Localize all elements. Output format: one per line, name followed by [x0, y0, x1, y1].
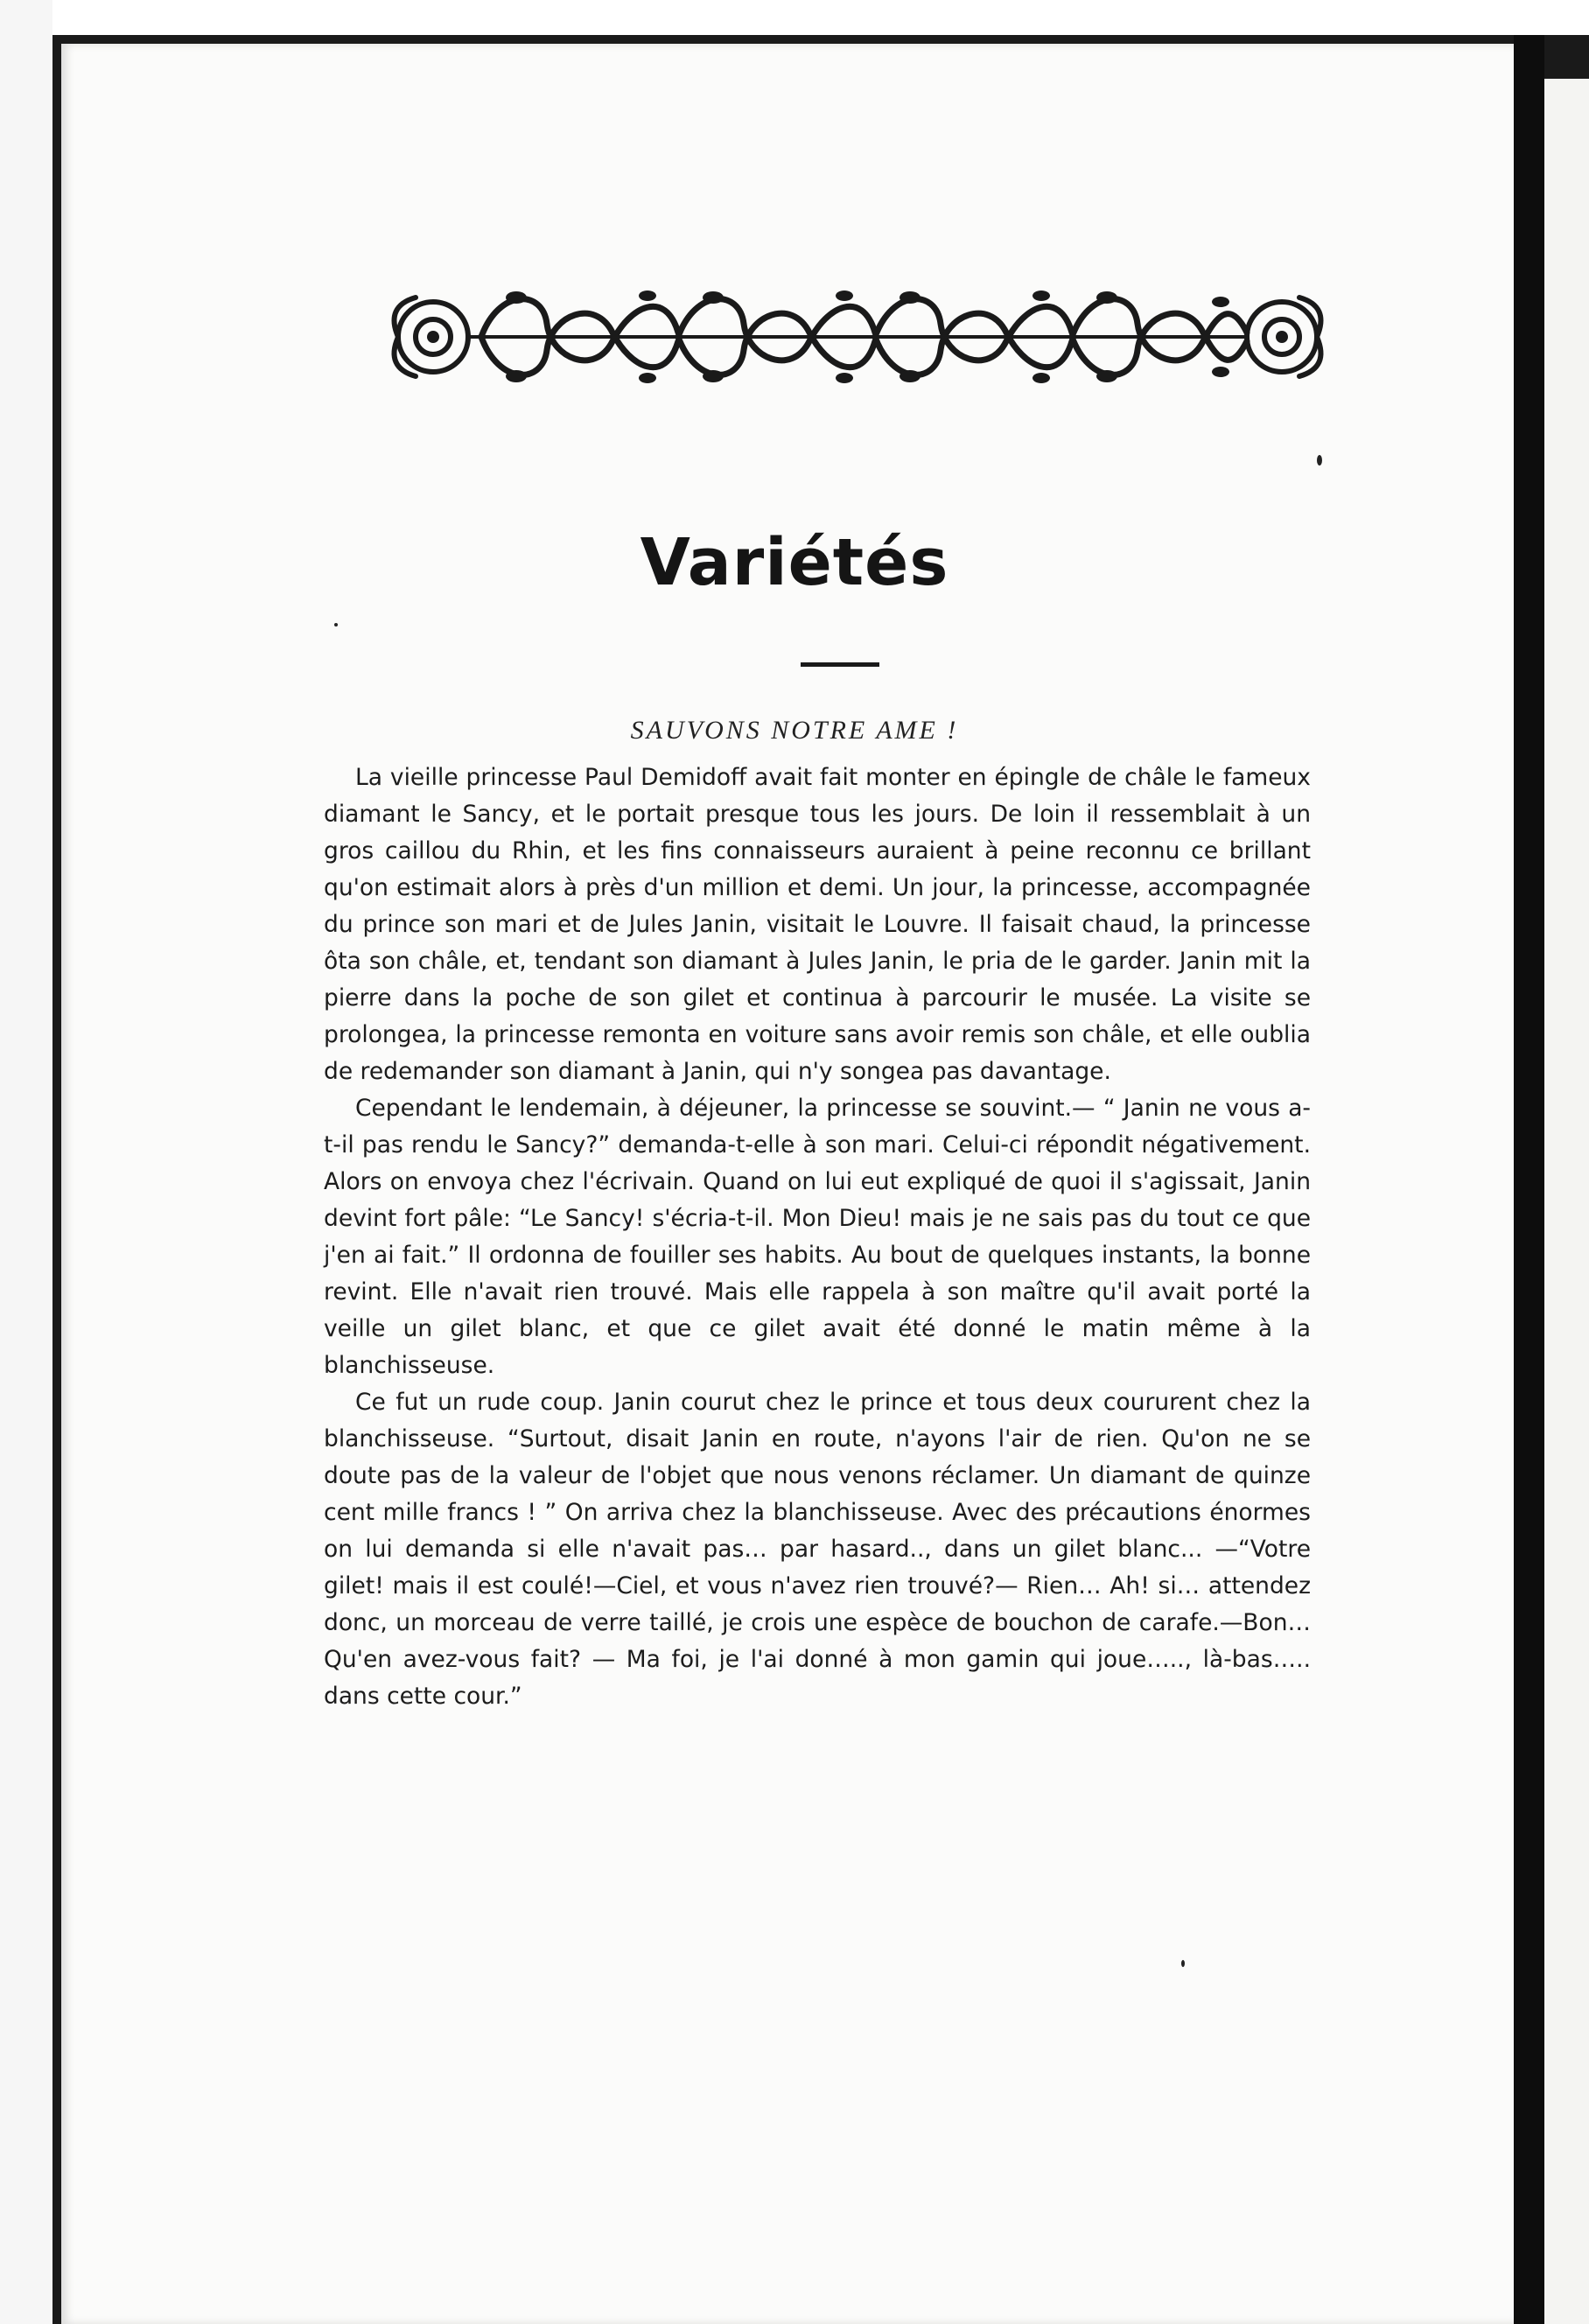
next-page-edge [1544, 79, 1589, 2324]
paragraph-3: Ce fut un rude coup. Janin courut chez le prince et tous deux coururent chez la blanchisseuse. “Surtout, disait Janin en route, n'ayons l'air de rien. Qu'on ne se doute pas de la valeur de l'objet que nous venons réclamer. Un diamant de quinze cent mille francs ! ” On arriva chez la blanchisseuse. Avec des précautions énormes on lui demanda si elle n'avait pas… par hasard.., dans un gilet blanc... —“Votre gilet! mais il est coulé!—Ciel, et vous n'avez rien trouvé?— Rien… Ah! si… attendez donc, un morceau de verre taillé, je crois une espèce de bouchon de carafe.—Bon… Qu'en avez-vous fait? — Ma foi, je l'ai donné à mon gamin qui joue….., là-bas….. dans cette cour.” [324, 1389, 1311, 1710]
page-title: Variétés [640, 525, 949, 600]
scan-speck [1317, 455, 1322, 466]
article-body [324, 760, 1311, 1715]
article-heading: SAUVONS NOTRE AME ! [630, 716, 959, 745]
title-divider [801, 662, 879, 667]
paragraph-2: Cependant le lendemain, à déjeuner, la princesse se souvint.— “ Janin ne vous a-t-il pas rendu le Sancy?” demanda-t-elle à son mari. Celui-ci répondit négativement. Alors on envoya chez l'écrivain. Quand on lui eut expliqué de quoi il s'agissait, Janin devint fort pâle: “Le Sancy! s'écria-t-il. Mon Dieu! mais je ne sais pas du tout ce que j'en ai fait.” Il ordonna de fouiller ses habits. Au bout de quelques instants, la bonne revint. Elle n'avait rien trouvé. Mais elle rappela à son maître qu'il avait porté la veille un gilet blanc, et que ce gilet avait été donné le matin même à la blanchisseuse. [324, 1095, 1311, 1379]
scan-speck [1181, 1960, 1185, 1967]
scan-top-margin [0, 0, 1589, 35]
scan-left-margin [0, 0, 52, 2324]
scan-speck [334, 623, 338, 626]
paragraph-1: La vieille princesse Paul Demidoff avait fait monter en épingle de châle le fameux diamant le Sancy, et le portait presque tous les jours. De loin il ressemblait à un gros caillou du Rhin, et les fins connaisseurs auraient à peine reconnu ce brillant qu'on estimait alors à près d'un million et demi. Un jour, la princesse, accompagnée du prince son mari et de Jules Janin, visitait le Louvre. Il faisait chaud, la princesse ôta son châle, et, tendant son diamant à Jules Janin, le pria de le garder. Janin mit la pierre dans la poche de son gilet et continua à parcourir le musée. La visite se prolongea, la princesse remonta en voiture sans avoir remis son châle, et elle oublia de redemander son diamant à Janin, qui n'y songea pas davantage. [324, 764, 1311, 1085]
page-gutter [1514, 35, 1544, 2324]
floral-scroll-ornament-icon [385, 271, 1330, 402]
